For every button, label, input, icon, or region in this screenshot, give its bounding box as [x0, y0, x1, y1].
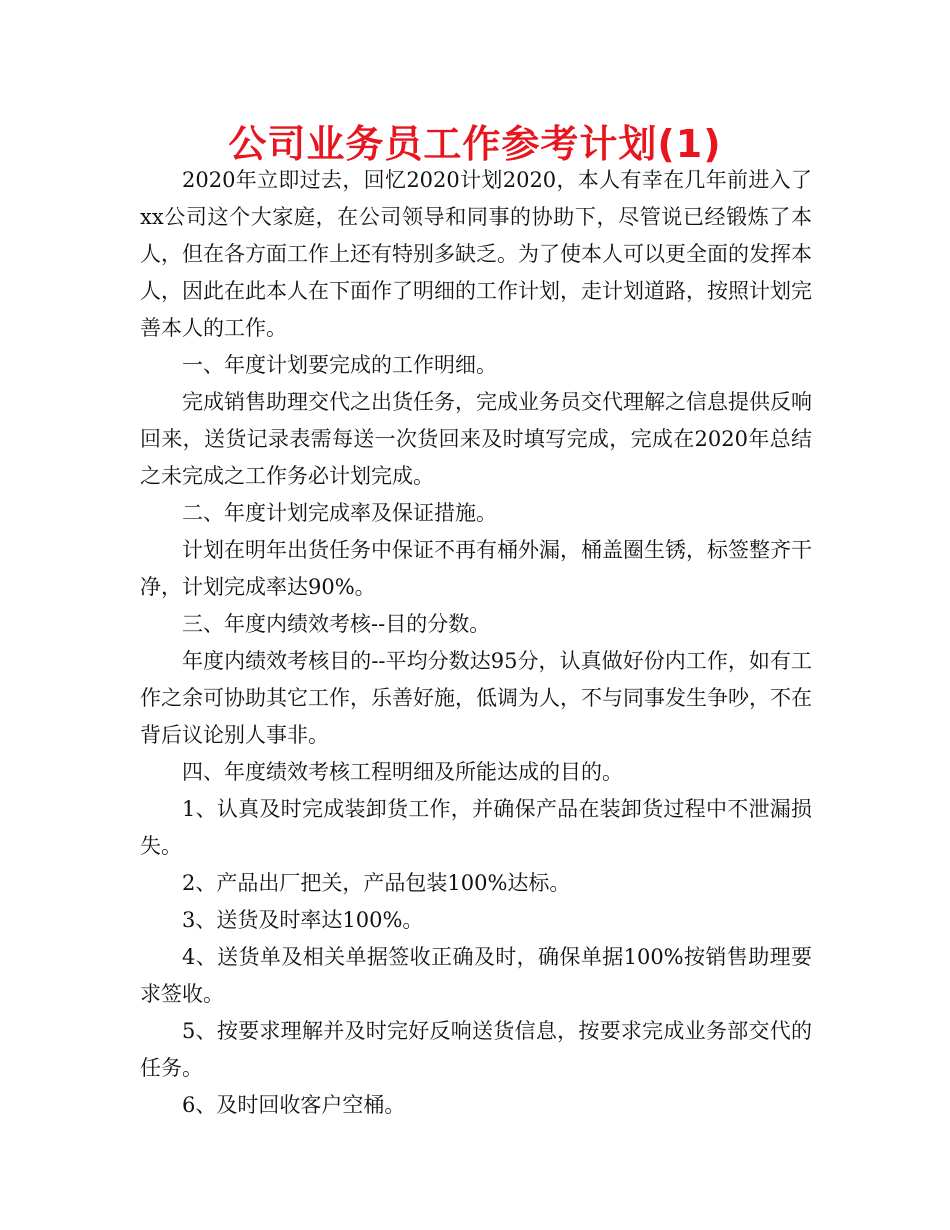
paragraph-section-2: 计划在明年出货任务中保证不再有桶外漏，桶盖圈生锈，标签整齐干净，计划完成率达90%。	[140, 538, 812, 599]
list-item-1: 1、认真及时完成装卸货工作，并确保产品在装卸货过程中不泄漏损失。	[140, 797, 812, 858]
section-heading-2: 二、年度计划完成率及保证措施。	[182, 501, 497, 525]
list-item-2: 2、产品出厂把关，产品包装100%达标。	[182, 871, 571, 895]
list-item-4: 4、送货单及相关单据签收正确及时，确保单据100%按销售助理要求签收。	[140, 945, 812, 1006]
list-item-5: 5、按要求理解并及时完好反响送货信息，按要求完成业务部交代的任务。	[140, 1019, 812, 1080]
document-title: 公司业务员工作参考计划(1)	[228, 122, 722, 166]
document-body	[140, 162, 812, 1124]
paragraph-intro: 2020年立即过去，回忆2020计划2020，本人有幸在几年前进入了xx公司这个大家庭，在公司领导和同事的协助下，尽管说已经锻炼了本人，但在各方面工作上还有特别多缺乏。为了使本人可以更全面的发挥本人，因此在此本人在下面作了明细的工作计划，走计划道路，按照计划完善本人的工作。	[140, 168, 812, 340]
section-heading-3: 三、年度内绩效考核--目的分数。	[182, 612, 491, 636]
section-heading-1: 一、年度计划要完成的工作明细。	[182, 353, 497, 377]
list-item-6: 6、及时回收客户空桶。	[182, 1093, 406, 1117]
paragraph-section-1: 完成销售助理交代之出货任务，完成业务员交代理解之信息提供反响回来，送货记录表需每送一次货回来及时填写完成，完成在2020年总结之未完成之工作务必计划完成。	[140, 390, 812, 488]
section-heading-4: 四、年度绩效考核工程明细及所能达成的目的。	[182, 760, 623, 784]
list-item-3: 3、送货及时率达100%。	[182, 908, 424, 932]
paragraph-section-3: 年度内绩效考核目的--平均分数达95分，认真做好份内工作，如有工作之余可协助其它工作，乐善好施，低调为人，不与同事发生争吵，不在背后议论别人事非。	[140, 649, 812, 747]
